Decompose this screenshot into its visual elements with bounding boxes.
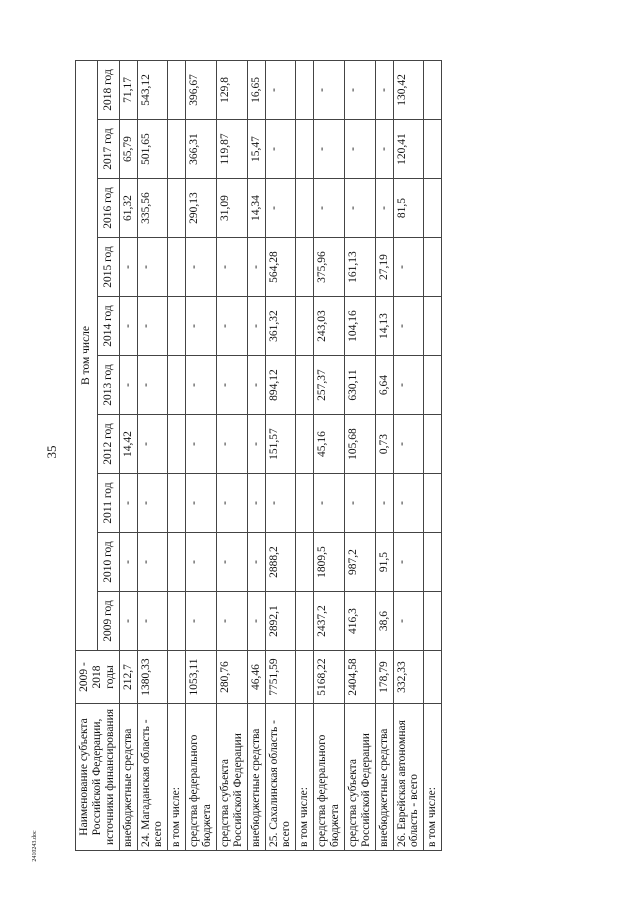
row-year-value: 243,03 xyxy=(314,297,345,356)
row-year-value: 630,11 xyxy=(344,356,375,415)
table-body xyxy=(119,60,442,850)
row-year-value: - xyxy=(216,297,247,356)
row-year-value: 31,09 xyxy=(216,179,247,238)
header-year: 2011 год xyxy=(97,474,119,533)
row-year-value: - xyxy=(119,356,137,415)
row-total xyxy=(424,651,442,704)
row-total: 7751,59 xyxy=(265,651,296,704)
row-year-value: 71,17 xyxy=(119,60,137,119)
row-year-value: - xyxy=(247,356,265,415)
row-total: 178,79 xyxy=(375,651,393,704)
row-year-value: 27,19 xyxy=(375,238,393,297)
row-year-value: 335,56 xyxy=(137,179,168,238)
row-total xyxy=(168,651,186,704)
row-year-value: 987,2 xyxy=(344,533,375,592)
row-year-value xyxy=(296,474,314,533)
row-year-value: - xyxy=(314,474,345,533)
row-year-value: 14,34 xyxy=(247,179,265,238)
row-year-value xyxy=(424,120,442,179)
row-year-value: 501,65 xyxy=(137,120,168,179)
row-year-value: 45,16 xyxy=(314,415,345,474)
row-year-value xyxy=(168,474,186,533)
row-year-value: 2437,2 xyxy=(314,592,345,651)
row-total: 5168,22 xyxy=(314,651,345,704)
row-year-value: - xyxy=(375,120,393,179)
rotated-table-wrapper xyxy=(75,61,610,851)
row-year-value: - xyxy=(265,120,296,179)
row-total: 2404,58 xyxy=(344,651,375,704)
row-year-value xyxy=(168,415,186,474)
row-year-value xyxy=(168,60,186,119)
header-year: 2018 год xyxy=(97,60,119,119)
row-year-value: - xyxy=(344,474,375,533)
row-year-value: - xyxy=(216,415,247,474)
row-year-value: - xyxy=(186,238,217,297)
row-year-value: 366,31 xyxy=(186,120,217,179)
row-year-value xyxy=(296,238,314,297)
row-year-value: - xyxy=(344,120,375,179)
table-row xyxy=(296,60,314,850)
row-name: внебюджетные средства xyxy=(375,704,393,851)
row-year-value: - xyxy=(186,415,217,474)
row-year-value: 2888,2 xyxy=(265,533,296,592)
row-name: средства субъекта Российской Федерации xyxy=(344,704,375,851)
row-total: 280,76 xyxy=(216,651,247,704)
row-year-value: - xyxy=(216,238,247,297)
table-row xyxy=(393,60,424,850)
row-year-value: 129,8 xyxy=(216,60,247,119)
row-year-value xyxy=(296,60,314,119)
row-year-value: 1809,5 xyxy=(314,533,345,592)
row-year-value xyxy=(296,415,314,474)
row-year-value: - xyxy=(186,297,217,356)
row-year-value: 161,13 xyxy=(344,238,375,297)
row-year-value: - xyxy=(119,474,137,533)
row-name: средства субъекта Российской Федерации xyxy=(216,704,247,851)
row-year-value: 6,64 xyxy=(375,356,393,415)
row-name: внебюджетные средства xyxy=(247,704,265,851)
header-year: 2017 год xyxy=(97,120,119,179)
row-year-value: 396,67 xyxy=(186,60,217,119)
row-year-value xyxy=(424,356,442,415)
row-year-value xyxy=(168,533,186,592)
row-year-value: - xyxy=(137,474,168,533)
table-header xyxy=(76,60,120,850)
row-name: в том числе: xyxy=(296,704,314,851)
row-year-value xyxy=(424,474,442,533)
row-year-value: 564,28 xyxy=(265,238,296,297)
row-year-value: 119,87 xyxy=(216,120,247,179)
row-year-value xyxy=(296,533,314,592)
table-row xyxy=(424,60,442,850)
table-row xyxy=(119,60,137,850)
row-total: 212,7 xyxy=(119,651,137,704)
row-year-value: 14,42 xyxy=(119,415,137,474)
row-year-value: - xyxy=(247,415,265,474)
row-year-value xyxy=(168,356,186,415)
table-row xyxy=(314,60,345,850)
footer-document-code: 2410243.doc xyxy=(32,830,38,862)
row-year-value: 894,12 xyxy=(265,356,296,415)
row-year-value: - xyxy=(247,533,265,592)
row-year-value: 290,13 xyxy=(186,179,217,238)
row-year-value: 151,57 xyxy=(265,415,296,474)
row-year-value xyxy=(424,297,442,356)
row-year-value xyxy=(424,179,442,238)
row-total: 46,46 xyxy=(247,651,265,704)
row-year-value: 65,79 xyxy=(119,120,137,179)
row-year-value: - xyxy=(137,297,168,356)
row-year-value: - xyxy=(186,533,217,592)
row-year-value: 14,13 xyxy=(375,297,393,356)
row-year-value: - xyxy=(247,297,265,356)
row-year-value: 81,5 xyxy=(393,179,424,238)
row-year-value: - xyxy=(314,179,345,238)
header-name: Наименование субъекта Российской Федерации, источники финансирования xyxy=(76,704,120,851)
row-year-value: - xyxy=(393,592,424,651)
row-year-value: - xyxy=(247,592,265,651)
row-year-value: 361,32 xyxy=(265,297,296,356)
row-year-value: - xyxy=(137,533,168,592)
row-year-value: - xyxy=(186,592,217,651)
header-year: 2013 год xyxy=(97,356,119,415)
table-row xyxy=(247,60,265,850)
row-year-value: 120,41 xyxy=(393,120,424,179)
row-year-value xyxy=(168,297,186,356)
row-name: внебюджетные средства xyxy=(119,704,137,851)
table-row xyxy=(265,60,296,850)
row-name: средства федерального бюджета xyxy=(314,704,345,851)
header-year: 2010 год xyxy=(97,533,119,592)
row-year-value: 543,12 xyxy=(137,60,168,119)
table-row xyxy=(186,60,217,850)
row-year-value: - xyxy=(393,415,424,474)
row-year-value: 416,3 xyxy=(344,592,375,651)
row-year-value: - xyxy=(344,60,375,119)
row-year-value xyxy=(424,533,442,592)
row-year-value: - xyxy=(137,592,168,651)
row-year-value: - xyxy=(393,474,424,533)
row-year-value xyxy=(424,592,442,651)
row-year-value: 2892,1 xyxy=(265,592,296,651)
row-name: в том числе: xyxy=(168,704,186,851)
row-year-value xyxy=(424,238,442,297)
row-year-value: - xyxy=(393,356,424,415)
header-year: 2015 год xyxy=(97,238,119,297)
row-year-value: - xyxy=(375,474,393,533)
row-year-value: - xyxy=(186,474,217,533)
row-year-value: - xyxy=(119,592,137,651)
table-row xyxy=(375,60,393,850)
row-year-value: - xyxy=(216,533,247,592)
header-year: 2014 год xyxy=(97,297,119,356)
header-including: В том числе xyxy=(76,60,98,650)
row-year-value: - xyxy=(119,238,137,297)
row-year-value: 257,37 xyxy=(314,356,345,415)
row-year-value: - xyxy=(375,179,393,238)
row-year-value xyxy=(168,592,186,651)
row-year-value: - xyxy=(216,474,247,533)
row-year-value: - xyxy=(247,238,265,297)
row-year-value xyxy=(296,592,314,651)
row-year-value xyxy=(296,179,314,238)
row-year-value: - xyxy=(119,297,137,356)
row-year-value xyxy=(424,60,442,119)
row-year-value: 105,68 xyxy=(344,415,375,474)
row-year-value xyxy=(168,120,186,179)
row-year-value: - xyxy=(247,474,265,533)
row-year-value: 130,42 xyxy=(393,60,424,119)
header-year: 2016 год xyxy=(97,179,119,238)
row-year-value: - xyxy=(393,297,424,356)
row-year-value: - xyxy=(265,474,296,533)
row-name: в том числе: xyxy=(424,704,442,851)
row-year-value xyxy=(424,415,442,474)
row-year-value: 16,65 xyxy=(247,60,265,119)
row-year-value: 91,5 xyxy=(375,533,393,592)
funding-table xyxy=(75,60,442,851)
row-name: 25. Сахалинская область - всего xyxy=(265,704,296,851)
row-total xyxy=(296,651,314,704)
row-year-value: - xyxy=(216,356,247,415)
row-year-value: - xyxy=(137,415,168,474)
row-year-value: 104,16 xyxy=(344,297,375,356)
row-year-value xyxy=(296,356,314,415)
header-year: 2012 год xyxy=(97,415,119,474)
row-year-value: - xyxy=(265,60,296,119)
row-year-value: - xyxy=(393,533,424,592)
table-row xyxy=(216,60,247,850)
row-year-value: - xyxy=(375,60,393,119)
row-name: средства федерального бюджета xyxy=(186,704,217,851)
row-year-value: 38,6 xyxy=(375,592,393,651)
row-year-value: - xyxy=(186,356,217,415)
row-year-value xyxy=(296,120,314,179)
row-name: 24. Магаданская область - всего xyxy=(137,704,168,851)
row-total: 332,33 xyxy=(393,651,424,704)
row-year-value: 61,32 xyxy=(119,179,137,238)
row-year-value: - xyxy=(137,238,168,297)
row-year-value xyxy=(168,238,186,297)
row-year-value: - xyxy=(314,60,345,119)
row-year-value: - xyxy=(216,592,247,651)
header-total: 2009 - 2018 годы xyxy=(76,651,120,704)
row-year-value: - xyxy=(393,238,424,297)
table-row xyxy=(168,60,186,850)
table-row xyxy=(137,60,168,850)
row-year-value: - xyxy=(344,179,375,238)
row-year-value: 15,47 xyxy=(247,120,265,179)
row-total: 1380,33 xyxy=(137,651,168,704)
table-row xyxy=(344,60,375,850)
row-year-value: 0,73 xyxy=(375,415,393,474)
row-year-value: 375,96 xyxy=(314,238,345,297)
row-year-value: - xyxy=(137,356,168,415)
row-year-value xyxy=(296,297,314,356)
header-year: 2009 год xyxy=(97,592,119,651)
row-year-value: - xyxy=(314,120,345,179)
row-year-value: - xyxy=(265,179,296,238)
row-name: 26. Еврейская автономная область - всего xyxy=(393,704,424,851)
page-number: 35 xyxy=(44,445,59,459)
row-total: 1053,11 xyxy=(186,651,217,704)
row-year-value: - xyxy=(119,533,137,592)
row-year-value xyxy=(168,179,186,238)
